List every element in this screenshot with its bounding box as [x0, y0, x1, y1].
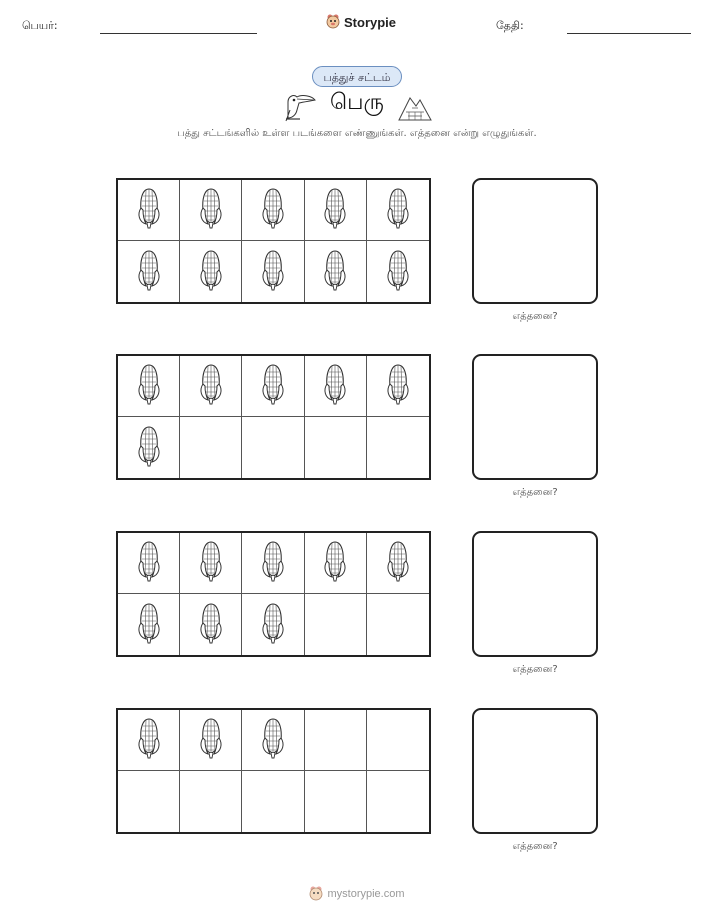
ten-frame	[116, 354, 431, 480]
name-line[interactable]	[100, 33, 257, 34]
corn-icon	[196, 601, 226, 649]
ten-frame-cell	[242, 533, 304, 594]
ten-frame-cell	[367, 533, 429, 594]
corn-icon	[196, 186, 226, 234]
ten-frame-cell	[367, 356, 429, 417]
ten-frame-cell	[118, 180, 180, 241]
corn-icon	[320, 539, 350, 587]
toucan-icon	[282, 88, 318, 122]
corn-icon	[196, 539, 226, 587]
ten-frame	[116, 531, 431, 657]
ten-frame-cell	[305, 241, 367, 302]
date-line[interactable]	[567, 33, 691, 34]
ten-frame-cell	[180, 533, 242, 594]
ten-frame-cell	[242, 356, 304, 417]
ten-frame-cell	[242, 241, 304, 302]
corn-icon	[258, 362, 288, 410]
corn-icon	[383, 362, 413, 410]
ten-frame-cell	[305, 710, 367, 771]
storypie-mascot-icon	[309, 886, 323, 902]
worksheet-type-pill: பத்துச் சட்டம்	[312, 66, 402, 87]
how-many-prompt: எத்தனை?	[512, 841, 558, 852]
how-many-prompt: எத்தனை?	[512, 311, 558, 322]
corn-icon	[134, 186, 164, 234]
corn-icon	[134, 601, 164, 649]
ten-frame-cell	[242, 417, 304, 478]
ten-frame-cell	[305, 771, 367, 832]
ten-frame-cell	[367, 241, 429, 302]
ten-frame-cell	[118, 594, 180, 655]
answer-box[interactable]	[472, 178, 598, 304]
corn-icon	[258, 186, 288, 234]
corn-icon	[134, 362, 164, 410]
ten-frame-cell	[180, 356, 242, 417]
corn-icon	[258, 539, 288, 587]
corn-icon	[258, 601, 288, 649]
ten-frame-cell	[367, 710, 429, 771]
ten-frame-cell	[367, 594, 429, 655]
ten-frame-cell	[118, 533, 180, 594]
ten-frame-cell	[180, 771, 242, 832]
brand-name: Storypie	[344, 14, 397, 30]
ten-frame-cell	[180, 241, 242, 302]
storypie-mascot-icon	[326, 14, 340, 30]
corn-icon	[320, 362, 350, 410]
mountain-ruins-icon	[398, 92, 432, 122]
corn-icon	[196, 248, 226, 296]
footer-url[interactable]: mystorypie.com	[327, 888, 405, 900]
ten-frame-cell	[180, 417, 242, 478]
ten-frame-cell	[242, 710, 304, 771]
corn-icon	[134, 716, 164, 764]
answer-box[interactable]	[472, 354, 598, 480]
name-label: பெயர்:	[22, 19, 58, 32]
corn-icon	[320, 248, 350, 296]
ten-frame-cell	[242, 180, 304, 241]
corn-icon	[196, 716, 226, 764]
how-many-prompt: எத்தனை?	[512, 487, 558, 498]
ten-frame-cell	[305, 356, 367, 417]
answer-box[interactable]	[472, 708, 598, 834]
ten-frame-cell	[305, 180, 367, 241]
corn-icon	[134, 248, 164, 296]
corn-icon	[258, 716, 288, 764]
worksheet-title: பெரு	[330, 90, 384, 115]
corn-icon	[320, 186, 350, 234]
ten-frame-cell	[180, 180, 242, 241]
ten-frame-cell	[118, 710, 180, 771]
brand-logo	[326, 14, 396, 30]
corn-icon	[196, 362, 226, 410]
ten-frame-cell	[180, 594, 242, 655]
ten-frame-cell	[118, 771, 180, 832]
answer-box[interactable]	[472, 531, 598, 657]
corn-icon	[383, 186, 413, 234]
ten-frame-cell	[118, 356, 180, 417]
ten-frame-cell	[367, 180, 429, 241]
ten-frame-cell	[305, 417, 367, 478]
date-label: தேதி:	[496, 19, 524, 32]
corn-icon	[258, 248, 288, 296]
ten-frame-cell	[367, 771, 429, 832]
ten-frame-cell	[305, 594, 367, 655]
ten-frame	[116, 708, 431, 834]
ten-frame-cell	[242, 594, 304, 655]
ten-frame	[116, 178, 431, 304]
instructions: பத்து சட்டங்களில் உள்ள படங்களை எண்ணுங்கள். எத்தனை என்று எழுதுங்கள்.	[177, 128, 537, 139]
ten-frame-cell	[118, 241, 180, 302]
corn-icon	[383, 539, 413, 587]
corn-icon	[134, 424, 164, 472]
corn-icon	[134, 539, 164, 587]
ten-frame-cell	[367, 417, 429, 478]
ten-frame-cell	[305, 533, 367, 594]
corn-icon	[383, 248, 413, 296]
ten-frame-cell	[180, 710, 242, 771]
ten-frame-cell	[242, 771, 304, 832]
ten-frame-cell	[118, 417, 180, 478]
footer	[0, 886, 714, 902]
how-many-prompt: எத்தனை?	[512, 664, 558, 675]
